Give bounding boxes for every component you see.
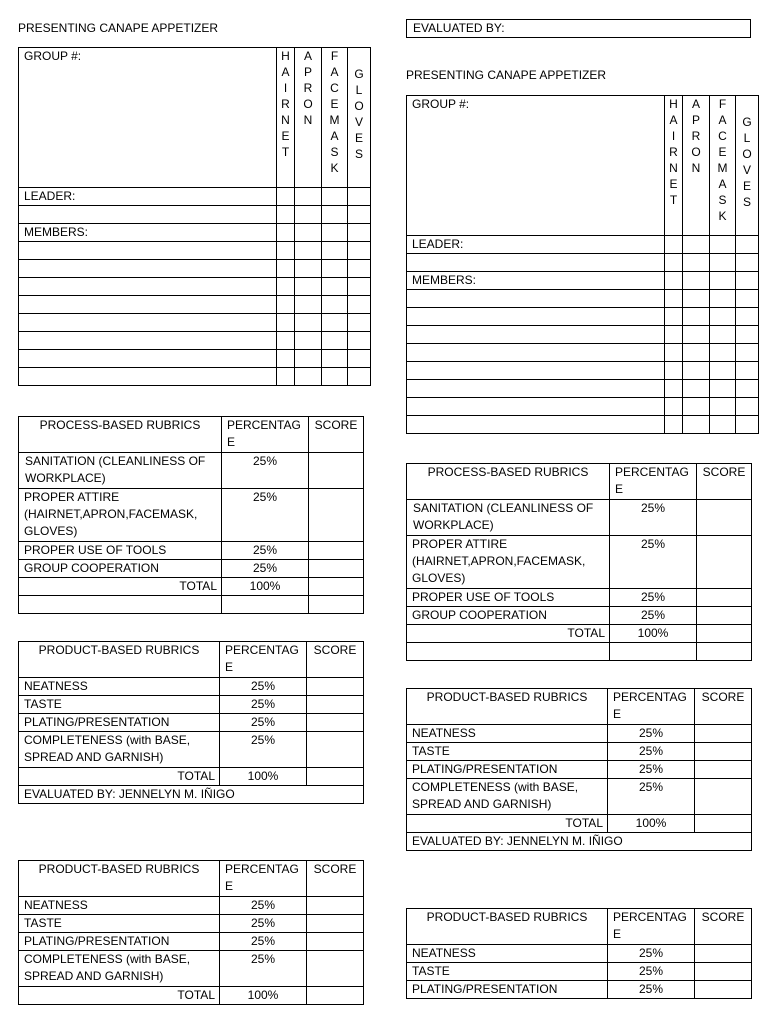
facemask-label-letter: E	[330, 97, 339, 111]
facemask-label-letter: M	[717, 161, 728, 175]
process-percent: 25%	[610, 536, 697, 589]
score-cell[interactable]	[309, 560, 364, 578]
process-percent: 25%	[222, 560, 309, 578]
member-row	[407, 416, 665, 434]
product-header-score: SCORE	[307, 861, 364, 897]
score-cell[interactable]	[697, 536, 752, 589]
product-header-score: SCORE	[695, 689, 752, 725]
score-cell[interactable]	[695, 981, 752, 999]
score-cell[interactable]	[307, 678, 364, 696]
gloves-label-letter: O	[742, 147, 752, 161]
member-row	[19, 314, 277, 332]
process-total-percent: 100%	[610, 625, 697, 643]
product-header-percentage: PERCENTAGE	[608, 689, 695, 725]
member-row	[407, 344, 665, 362]
process-header-criteria: PROCESS-BASED RUBRICS	[19, 417, 222, 453]
attendance-table-left	[18, 47, 371, 386]
product-percent: 25%	[220, 732, 307, 768]
facemask-column-header	[322, 48, 348, 188]
product-criterion: TASTE	[19, 696, 220, 714]
gloves-vertical-label	[348, 66, 370, 162]
facemask-label-letter: E	[718, 145, 727, 159]
gloves-label-letter: V	[354, 115, 363, 129]
score-cell[interactable]	[695, 725, 752, 743]
member-row	[407, 362, 665, 380]
score-cell[interactable]	[309, 578, 364, 596]
hairnet-label-letter: A	[281, 65, 290, 79]
hairnet-vertical-label	[277, 48, 294, 160]
gloves-vertical-label	[736, 114, 758, 210]
hairnet-label-letter: I	[671, 129, 676, 143]
product-header-percentage: PERCENTAGE	[220, 642, 307, 678]
member-row	[407, 380, 665, 398]
hairnet-vertical-label	[665, 96, 682, 208]
hairnet-label-letter: E	[669, 177, 678, 191]
process-criterion: PROPER USE OF TOOLS	[407, 589, 610, 607]
product-percent: 25%	[608, 963, 695, 981]
product-criterion: COMPLETENESS (with BASE, SPREAD AND GARNISH)	[19, 732, 220, 768]
gloves-label-letter: L	[355, 83, 363, 97]
hairnet-label-letter: R	[281, 97, 290, 111]
facemask-vertical-label	[710, 96, 735, 224]
score-cell[interactable]	[695, 743, 752, 761]
gloves-label-letter: G	[742, 115, 752, 129]
facemask-label-letter: M	[329, 113, 340, 127]
process-total-label: TOTAL	[19, 578, 222, 596]
facemask-label-letter: C	[330, 81, 339, 95]
product-criterion: PLATING/PRESENTATION	[19, 714, 220, 732]
score-cell[interactable]	[309, 489, 364, 542]
product-criterion: PLATING/PRESENTATION	[407, 981, 608, 999]
product-header-criteria: PRODUCT-BASED RUBRICS	[19, 861, 220, 897]
members-label: MEMBERS:	[19, 224, 277, 242]
process-percent: 25%	[610, 607, 697, 625]
gloves-label-letter: E	[742, 179, 751, 193]
product-percent: 25%	[608, 945, 695, 963]
product-criterion: PLATING/PRESENTATION	[19, 933, 220, 951]
member-row	[19, 332, 277, 350]
product-header-criteria: PRODUCT-BASED RUBRICS	[407, 689, 608, 725]
score-cell[interactable]	[695, 815, 752, 833]
evaluated-by-box[interactable]	[406, 19, 751, 38]
product-criterion: TASTE	[407, 963, 608, 981]
facemask-label-letter: A	[330, 129, 339, 143]
apron-column-header	[683, 96, 710, 236]
apron-label-letter: R	[303, 81, 313, 95]
product-criterion: NEATNESS	[19, 897, 220, 915]
evaluated-by-label: EVALUATED BY:	[413, 21, 505, 35]
product-total-label: TOTAL	[407, 815, 608, 833]
member-row	[407, 308, 665, 326]
product-criterion: COMPLETENESS (with BASE, SPREAD AND GARNISH)	[407, 779, 608, 815]
gloves-label-letter: E	[354, 131, 363, 145]
gloves-column-header	[348, 48, 371, 188]
score-cell[interactable]	[309, 542, 364, 560]
score-cell[interactable]	[307, 714, 364, 732]
apron-label-letter: P	[303, 65, 312, 79]
facemask-label-letter: S	[330, 145, 339, 159]
product-criterion: NEATNESS	[19, 678, 220, 696]
score-cell[interactable]	[307, 732, 364, 768]
apron-vertical-label	[683, 96, 709, 176]
hairnet-label-letter: A	[669, 113, 678, 127]
process-percent: 25%	[222, 453, 309, 489]
product-rubrics-table-left-2	[18, 860, 364, 1005]
hairnet-column-header	[277, 48, 295, 188]
facemask-label-letter: A	[718, 177, 727, 191]
gloves-label-letter: O	[354, 99, 364, 113]
page-title-right: PRESENTING CANAPE APPETIZER	[406, 68, 607, 82]
gloves-column-header	[736, 96, 759, 236]
process-rubrics-table-left	[18, 416, 364, 614]
score-cell[interactable]	[307, 768, 364, 786]
hairnet-label-letter: T	[281, 145, 290, 159]
product-total-percent: 100%	[220, 768, 307, 786]
hairnet-label-letter: R	[669, 145, 678, 159]
score-cell[interactable]	[307, 987, 364, 1005]
product-percent: 25%	[608, 725, 695, 743]
score-cell[interactable]	[695, 963, 752, 981]
gloves-label-letter: L	[743, 131, 751, 145]
apron-column-header	[295, 48, 322, 188]
apron-label-letter: R	[691, 129, 701, 143]
process-header-score: SCORE	[309, 417, 364, 453]
facemask-column-header	[710, 96, 736, 236]
score-cell[interactable]	[307, 933, 364, 951]
apron-label-letter: N	[691, 161, 701, 175]
apron-label-letter: O	[691, 145, 701, 159]
hairnet-label-letter: N	[669, 161, 678, 175]
product-percent: 25%	[608, 761, 695, 779]
product-header-percentage: PERCENTAGE	[608, 909, 695, 945]
product-percent: 25%	[608, 981, 695, 999]
evaluator-line: EVALUATED BY: JENNELYN M. IÑIGO	[19, 786, 364, 804]
group-label: GROUP #:	[407, 96, 665, 236]
gloves-label-letter: S	[742, 195, 751, 209]
apron-label-letter: A	[691, 97, 700, 111]
facemask-label-letter: K	[718, 209, 727, 223]
score-cell[interactable]	[695, 761, 752, 779]
process-criterion: GROUP COOPERATION	[19, 560, 222, 578]
hairnet-label-letter: H	[281, 49, 290, 63]
product-total-label: TOTAL	[19, 987, 220, 1005]
gloves-label-letter: V	[742, 163, 751, 177]
group-label: GROUP #:	[19, 48, 277, 188]
facemask-label-letter: C	[718, 129, 727, 143]
product-total-percent: 100%	[608, 815, 695, 833]
process-percent: 25%	[222, 542, 309, 560]
page-title-left: PRESENTING CANAPE APPETIZER	[18, 21, 219, 35]
facemask-label-letter: A	[330, 65, 339, 79]
score-cell[interactable]	[309, 453, 364, 489]
product-percent: 25%	[608, 779, 695, 815]
score-cell[interactable]	[307, 897, 364, 915]
product-rubrics-table-left-1	[18, 641, 364, 804]
score-cell[interactable]	[697, 625, 752, 643]
leader-label: LEADER:	[407, 236, 665, 254]
process-criterion: SANITATION (CLEANLINESS OF WORKPLACE)	[19, 453, 222, 489]
product-percent: 25%	[220, 897, 307, 915]
hairnet-label-letter: N	[281, 113, 290, 127]
product-rubrics-table-right-2	[406, 908, 752, 999]
score-cell[interactable]	[697, 607, 752, 625]
member-row	[19, 242, 277, 260]
product-percent: 25%	[220, 915, 307, 933]
product-criterion: COMPLETENESS (with BASE, SPREAD AND GARNISH)	[19, 951, 220, 987]
score-cell[interactable]	[307, 951, 364, 987]
member-row	[407, 290, 665, 308]
process-total-percent: 100%	[222, 578, 309, 596]
hairnet-label-letter: T	[669, 193, 678, 207]
facemask-label-letter: F	[718, 97, 727, 111]
product-percent: 25%	[220, 951, 307, 987]
product-header-score: SCORE	[307, 642, 364, 678]
product-header-score: SCORE	[695, 909, 752, 945]
process-total-label: TOTAL	[407, 625, 610, 643]
apron-label-letter: P	[691, 113, 700, 127]
facemask-label-letter: K	[330, 161, 339, 175]
product-percent: 25%	[608, 743, 695, 761]
product-criterion: PLATING/PRESENTATION	[407, 761, 608, 779]
process-criterion: GROUP COOPERATION	[407, 607, 610, 625]
gloves-label-letter: S	[354, 147, 363, 161]
process-header-criteria: PROCESS-BASED RUBRICS	[407, 464, 610, 500]
member-row	[19, 296, 277, 314]
hairnet-label-letter: E	[281, 129, 290, 143]
product-percent: 25%	[220, 933, 307, 951]
score-cell[interactable]	[307, 915, 364, 933]
process-criterion: PROPER USE OF TOOLS	[19, 542, 222, 560]
process-header-percentage: PERCENTAGE	[222, 417, 309, 453]
hairnet-label-letter: H	[669, 97, 678, 111]
facemask-vertical-label	[322, 48, 347, 176]
member-row	[407, 326, 665, 344]
process-criterion: PROPER ATTIRE (HAIRNET,APRON,FACEMASK, GLOVES)	[407, 536, 610, 589]
hairnet-column-header	[665, 96, 683, 236]
product-total-percent: 100%	[220, 987, 307, 1005]
member-row	[19, 260, 277, 278]
apron-label-letter: N	[303, 113, 313, 127]
member-row	[19, 350, 277, 368]
apron-label-letter: A	[303, 49, 312, 63]
product-header-criteria: PRODUCT-BASED RUBRICS	[19, 642, 220, 678]
score-cell[interactable]	[697, 589, 752, 607]
product-percent: 25%	[220, 696, 307, 714]
process-percent: 25%	[610, 589, 697, 607]
score-cell[interactable]	[307, 696, 364, 714]
process-header-score: SCORE	[697, 464, 752, 500]
process-rubrics-table-right	[406, 463, 752, 661]
member-row	[407, 398, 665, 416]
score-cell[interactable]	[695, 945, 752, 963]
score-cell[interactable]	[695, 779, 752, 815]
process-criterion: SANITATION (CLEANLINESS OF WORKPLACE)	[407, 500, 610, 536]
gloves-label-letter: G	[354, 67, 364, 81]
evaluator-line: EVALUATED BY: JENNELYN M. IÑIGO	[407, 833, 752, 851]
member-row	[19, 278, 277, 296]
process-header-percentage: PERCENTAGE	[610, 464, 697, 500]
product-criterion: TASTE	[19, 915, 220, 933]
process-criterion: PROPER ATTIRE (HAIRNET,APRON,FACEMASK, GLOVES)	[19, 489, 222, 542]
product-criterion: NEATNESS	[407, 725, 608, 743]
members-label: MEMBERS:	[407, 272, 665, 290]
product-percent: 25%	[220, 714, 307, 732]
apron-label-letter: O	[303, 97, 313, 111]
hairnet-label-letter: I	[283, 81, 288, 95]
product-total-label: TOTAL	[19, 768, 220, 786]
score-cell[interactable]	[697, 500, 752, 536]
leader-label: LEADER:	[19, 188, 277, 206]
facemask-label-letter: S	[718, 193, 727, 207]
product-rubrics-table-right-1	[406, 688, 752, 851]
attendance-table-right	[406, 95, 759, 434]
leader-name-cell	[407, 254, 665, 272]
process-percent: 25%	[222, 489, 309, 542]
product-percent: 25%	[220, 678, 307, 696]
facemask-label-letter: F	[330, 49, 339, 63]
process-percent: 25%	[610, 500, 697, 536]
product-criterion: NEATNESS	[407, 945, 608, 963]
apron-vertical-label	[295, 48, 321, 128]
facemask-label-letter: A	[718, 113, 727, 127]
product-header-criteria: PRODUCT-BASED RUBRICS	[407, 909, 608, 945]
member-row	[19, 368, 277, 386]
leader-name-cell	[19, 206, 277, 224]
product-header-percentage: PERCENTAGE	[220, 861, 307, 897]
product-criterion: TASTE	[407, 743, 608, 761]
